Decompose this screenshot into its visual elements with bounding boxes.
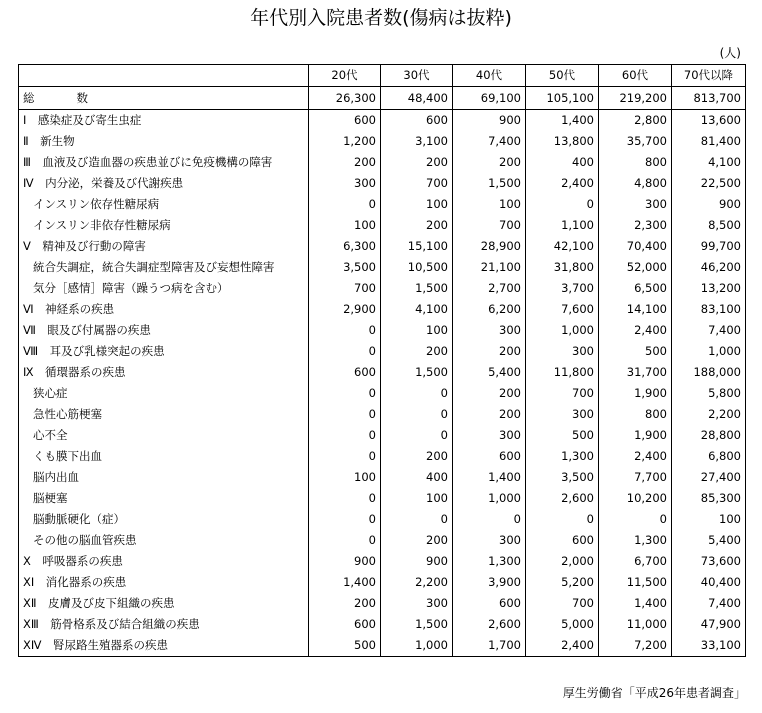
- row-label: 脳動脈硬化（症）: [19, 509, 309, 530]
- table-row: [19, 215, 746, 236]
- source-note: 厚生労働省「平成26年患者調査」: [562, 686, 746, 700]
- table-row: [19, 446, 746, 467]
- column-header: 70代以降: [672, 65, 746, 87]
- cell-value: 70,400: [599, 236, 672, 257]
- cell-value: 1,200: [309, 131, 381, 152]
- cell-value: 6,300: [309, 236, 381, 257]
- cell-value: 0: [309, 404, 381, 425]
- cell-value: 300: [309, 173, 381, 194]
- cell-value: 600: [309, 614, 381, 635]
- cell-value: 13,200: [672, 278, 746, 299]
- table-row: [19, 152, 746, 173]
- table-row: [19, 236, 746, 257]
- table-row: [19, 425, 746, 446]
- cell-value: 0: [309, 383, 381, 404]
- cell-value: 600: [309, 110, 381, 132]
- cell-value: 2,600: [453, 614, 526, 635]
- cell-value: 100: [672, 509, 746, 530]
- cell-value: 11,800: [526, 362, 599, 383]
- cell-value: 1,300: [526, 446, 599, 467]
- unit-label: (人): [719, 46, 741, 60]
- table-row: [19, 509, 746, 530]
- cell-value: 2,800: [599, 110, 672, 132]
- cell-value: 900: [309, 551, 381, 572]
- cell-value: 35,700: [599, 131, 672, 152]
- cell-value: 200: [381, 152, 453, 173]
- cell-value: 40,400: [672, 572, 746, 593]
- table-row: [19, 593, 746, 614]
- cell-value: 83,100: [672, 299, 746, 320]
- cell-value: 81,400: [672, 131, 746, 152]
- cell-value: 4,100: [672, 152, 746, 173]
- cell-value: 2,700: [453, 278, 526, 299]
- cell-value: 27,400: [672, 467, 746, 488]
- page-title: 年代別入院患者数(傷病は抜粋): [250, 7, 512, 29]
- cell-value: 1,400: [599, 593, 672, 614]
- row-label: Ⅴ 精神及び行動の障害: [19, 236, 309, 257]
- row-label: Ⅸ 循環器系の疾患: [19, 362, 309, 383]
- cell-value: 0: [309, 446, 381, 467]
- table-row: [19, 173, 746, 194]
- cell-value: 900: [453, 110, 526, 132]
- cell-value: 300: [453, 320, 526, 341]
- table-row: [19, 110, 746, 132]
- row-label: インスリン非依存性糖尿病: [19, 215, 309, 236]
- total-value: 48,400: [381, 87, 453, 110]
- cell-value: 500: [526, 425, 599, 446]
- cell-value: 600: [453, 593, 526, 614]
- cell-value: 3,100: [381, 131, 453, 152]
- cell-value: 7,400: [672, 320, 746, 341]
- cell-value: 47,900: [672, 614, 746, 635]
- row-label: Ⅳ 内分泌，栄養及び代謝疾患: [19, 173, 309, 194]
- cell-value: 3,700: [526, 278, 599, 299]
- cell-value: 10,200: [599, 488, 672, 509]
- row-label: ⅩⅡ 皮膚及び皮下組織の疾患: [19, 593, 309, 614]
- total-label: 総 数: [19, 87, 309, 110]
- cell-value: 300: [599, 194, 672, 215]
- cell-value: 1,700: [453, 635, 526, 657]
- cell-value: 5,200: [526, 572, 599, 593]
- table-row: [19, 572, 746, 593]
- table-row: [19, 257, 746, 278]
- cell-value: 700: [526, 383, 599, 404]
- cell-value: 200: [309, 593, 381, 614]
- cell-value: 600: [526, 530, 599, 551]
- cell-value: 600: [309, 362, 381, 383]
- cell-value: 900: [672, 194, 746, 215]
- cell-value: 22,500: [672, 173, 746, 194]
- cell-value: 400: [381, 467, 453, 488]
- cell-value: 300: [453, 530, 526, 551]
- cell-value: 15,100: [381, 236, 453, 257]
- cell-value: 200: [453, 383, 526, 404]
- row-label: ⅩⅣ 腎尿路生殖器系の疾患: [19, 635, 309, 657]
- cell-value: 28,900: [453, 236, 526, 257]
- cell-value: 3,500: [309, 257, 381, 278]
- row-label: くも膜下出血: [19, 446, 309, 467]
- row-label: 脳内出血: [19, 467, 309, 488]
- cell-value: 0: [309, 341, 381, 362]
- row-label: 脳梗塞: [19, 488, 309, 509]
- cell-value: 0: [381, 383, 453, 404]
- table-row: [19, 635, 746, 657]
- cell-value: 42,100: [526, 236, 599, 257]
- cell-value: 7,600: [526, 299, 599, 320]
- cell-value: 700: [453, 215, 526, 236]
- table-row: [19, 488, 746, 509]
- cell-value: 52,000: [599, 257, 672, 278]
- total-value: 69,100: [453, 87, 526, 110]
- cell-value: 46,200: [672, 257, 746, 278]
- cell-value: 100: [453, 194, 526, 215]
- cell-value: 3,500: [526, 467, 599, 488]
- table-row: [19, 551, 746, 572]
- cell-value: 5,400: [453, 362, 526, 383]
- cell-value: 5,800: [672, 383, 746, 404]
- cell-value: 1,000: [672, 341, 746, 362]
- cell-value: 200: [381, 215, 453, 236]
- cell-value: 0: [309, 425, 381, 446]
- cell-value: 700: [381, 173, 453, 194]
- cell-value: 11,000: [599, 614, 672, 635]
- cell-value: 5,400: [672, 530, 746, 551]
- cell-value: 21,100: [453, 257, 526, 278]
- table-row: [19, 530, 746, 551]
- row-label: Ⅶ 眼及び付属器の疾患: [19, 320, 309, 341]
- cell-value: 100: [381, 320, 453, 341]
- cell-value: 10,500: [381, 257, 453, 278]
- cell-value: 100: [381, 194, 453, 215]
- cell-value: 1,900: [599, 383, 672, 404]
- cell-value: 2,400: [599, 320, 672, 341]
- column-header: 30代: [381, 65, 453, 87]
- cell-value: 2,900: [309, 299, 381, 320]
- cell-value: 0: [309, 509, 381, 530]
- total-row: [19, 87, 746, 110]
- cell-value: 6,500: [599, 278, 672, 299]
- row-label: 統合失調症，統合失調症型障害及び妄想性障害: [19, 257, 309, 278]
- cell-value: 1,000: [453, 488, 526, 509]
- table-row: [19, 614, 746, 635]
- cell-value: 100: [309, 467, 381, 488]
- cell-value: 300: [526, 404, 599, 425]
- cell-value: 31,800: [526, 257, 599, 278]
- cell-value: 900: [381, 551, 453, 572]
- table-row: [19, 320, 746, 341]
- cell-value: 1,500: [381, 362, 453, 383]
- cell-value: 400: [526, 152, 599, 173]
- cell-value: 1,400: [526, 110, 599, 132]
- cell-value: 100: [381, 488, 453, 509]
- cell-value: 800: [599, 152, 672, 173]
- cell-value: 1,500: [381, 614, 453, 635]
- cell-value: 0: [381, 425, 453, 446]
- cell-value: 0: [309, 530, 381, 551]
- row-label: Ⅲ 血液及び造血器の疾患並びに免疫機構の障害: [19, 152, 309, 173]
- cell-value: 188,000: [672, 362, 746, 383]
- row-label: ⅩⅢ 筋骨格系及び結合組織の疾患: [19, 614, 309, 635]
- cell-value: 2,300: [599, 215, 672, 236]
- row-label: Ⅵ 神経系の疾患: [19, 299, 309, 320]
- table-row: [19, 383, 746, 404]
- cell-value: 0: [309, 488, 381, 509]
- cell-value: 200: [381, 341, 453, 362]
- cell-value: 1,300: [453, 551, 526, 572]
- cell-value: 6,800: [672, 446, 746, 467]
- cell-value: 8,500: [672, 215, 746, 236]
- cell-value: 1,300: [599, 530, 672, 551]
- cell-value: 6,200: [453, 299, 526, 320]
- cell-value: 2,400: [599, 446, 672, 467]
- row-label: その他の脳血管疾患: [19, 530, 309, 551]
- column-header: 50代: [526, 65, 599, 87]
- cell-value: 13,600: [672, 110, 746, 132]
- table-row: [19, 194, 746, 215]
- table-row: [19, 404, 746, 425]
- cell-value: 11,500: [599, 572, 672, 593]
- cell-value: 4,100: [381, 299, 453, 320]
- total-value: 219,200: [599, 87, 672, 110]
- cell-value: 200: [453, 341, 526, 362]
- cell-value: 0: [453, 509, 526, 530]
- cell-value: 7,400: [453, 131, 526, 152]
- cell-value: 800: [599, 404, 672, 425]
- row-label: 急性心筋梗塞: [19, 404, 309, 425]
- cell-value: 2,200: [672, 404, 746, 425]
- cell-value: 7,700: [599, 467, 672, 488]
- total-value: 105,100: [526, 87, 599, 110]
- cell-value: 33,100: [672, 635, 746, 657]
- cell-value: 1,000: [381, 635, 453, 657]
- total-value: 813,700: [672, 87, 746, 110]
- row-label: ⅩⅠ 消化器系の疾患: [19, 572, 309, 593]
- cell-value: 0: [526, 194, 599, 215]
- cell-value: 2,400: [526, 635, 599, 657]
- cell-value: 1,000: [526, 320, 599, 341]
- cell-value: 14,100: [599, 299, 672, 320]
- table-row: [19, 341, 746, 362]
- cell-value: 300: [526, 341, 599, 362]
- patients-table: [18, 64, 746, 657]
- cell-value: 0: [381, 509, 453, 530]
- cell-value: 31,700: [599, 362, 672, 383]
- table-row: [19, 131, 746, 152]
- column-header: 60代: [599, 65, 672, 87]
- header-row: [19, 65, 746, 87]
- row-label: 気分［感情］障害（躁うつ病を含む）: [19, 278, 309, 299]
- cell-value: 100: [309, 215, 381, 236]
- cell-value: 200: [453, 152, 526, 173]
- row-label: 心不全: [19, 425, 309, 446]
- cell-value: 0: [381, 404, 453, 425]
- cell-value: 3,900: [453, 572, 526, 593]
- cell-value: 500: [309, 635, 381, 657]
- cell-value: 28,800: [672, 425, 746, 446]
- cell-value: 2,400: [526, 173, 599, 194]
- cell-value: 0: [309, 194, 381, 215]
- cell-value: 1,500: [381, 278, 453, 299]
- header-label-cell: [19, 65, 309, 87]
- table-row: [19, 362, 746, 383]
- column-header: 40代: [453, 65, 526, 87]
- total-value: 26,300: [309, 87, 381, 110]
- cell-value: 700: [309, 278, 381, 299]
- table-row: [19, 278, 746, 299]
- cell-value: 7,200: [599, 635, 672, 657]
- cell-value: 200: [453, 404, 526, 425]
- cell-value: 4,800: [599, 173, 672, 194]
- cell-value: 1,500: [453, 173, 526, 194]
- row-label: 狭心症: [19, 383, 309, 404]
- cell-value: 85,300: [672, 488, 746, 509]
- cell-value: 5,000: [526, 614, 599, 635]
- row-label: インスリン依存性糖尿病: [19, 194, 309, 215]
- row-label: Ⅷ 耳及び乳様突起の疾患: [19, 341, 309, 362]
- table-row: [19, 467, 746, 488]
- cell-value: 200: [381, 530, 453, 551]
- cell-value: 2,600: [526, 488, 599, 509]
- row-label: Ⅱ 新生物: [19, 131, 309, 152]
- table-row: [19, 299, 746, 320]
- cell-value: 73,600: [672, 551, 746, 572]
- cell-value: 600: [381, 110, 453, 132]
- row-label: Ⅹ 呼吸器系の疾患: [19, 551, 309, 572]
- cell-value: 99,700: [672, 236, 746, 257]
- cell-value: 200: [309, 152, 381, 173]
- cell-value: 1,900: [599, 425, 672, 446]
- cell-value: 7,400: [672, 593, 746, 614]
- cell-value: 300: [453, 425, 526, 446]
- row-label: Ⅰ 感染症及び寄生虫症: [19, 110, 309, 132]
- cell-value: 200: [381, 446, 453, 467]
- cell-value: 2,000: [526, 551, 599, 572]
- cell-value: 1,100: [526, 215, 599, 236]
- cell-value: 6,700: [599, 551, 672, 572]
- cell-value: 0: [526, 509, 599, 530]
- cell-value: 1,400: [309, 572, 381, 593]
- column-header: 20代: [309, 65, 381, 87]
- cell-value: 700: [526, 593, 599, 614]
- cell-value: 2,200: [381, 572, 453, 593]
- cell-value: 13,800: [526, 131, 599, 152]
- cell-value: 500: [599, 341, 672, 362]
- cell-value: 0: [309, 320, 381, 341]
- cell-value: 300: [381, 593, 453, 614]
- cell-value: 0: [599, 509, 672, 530]
- cell-value: 600: [453, 446, 526, 467]
- cell-value: 1,400: [453, 467, 526, 488]
